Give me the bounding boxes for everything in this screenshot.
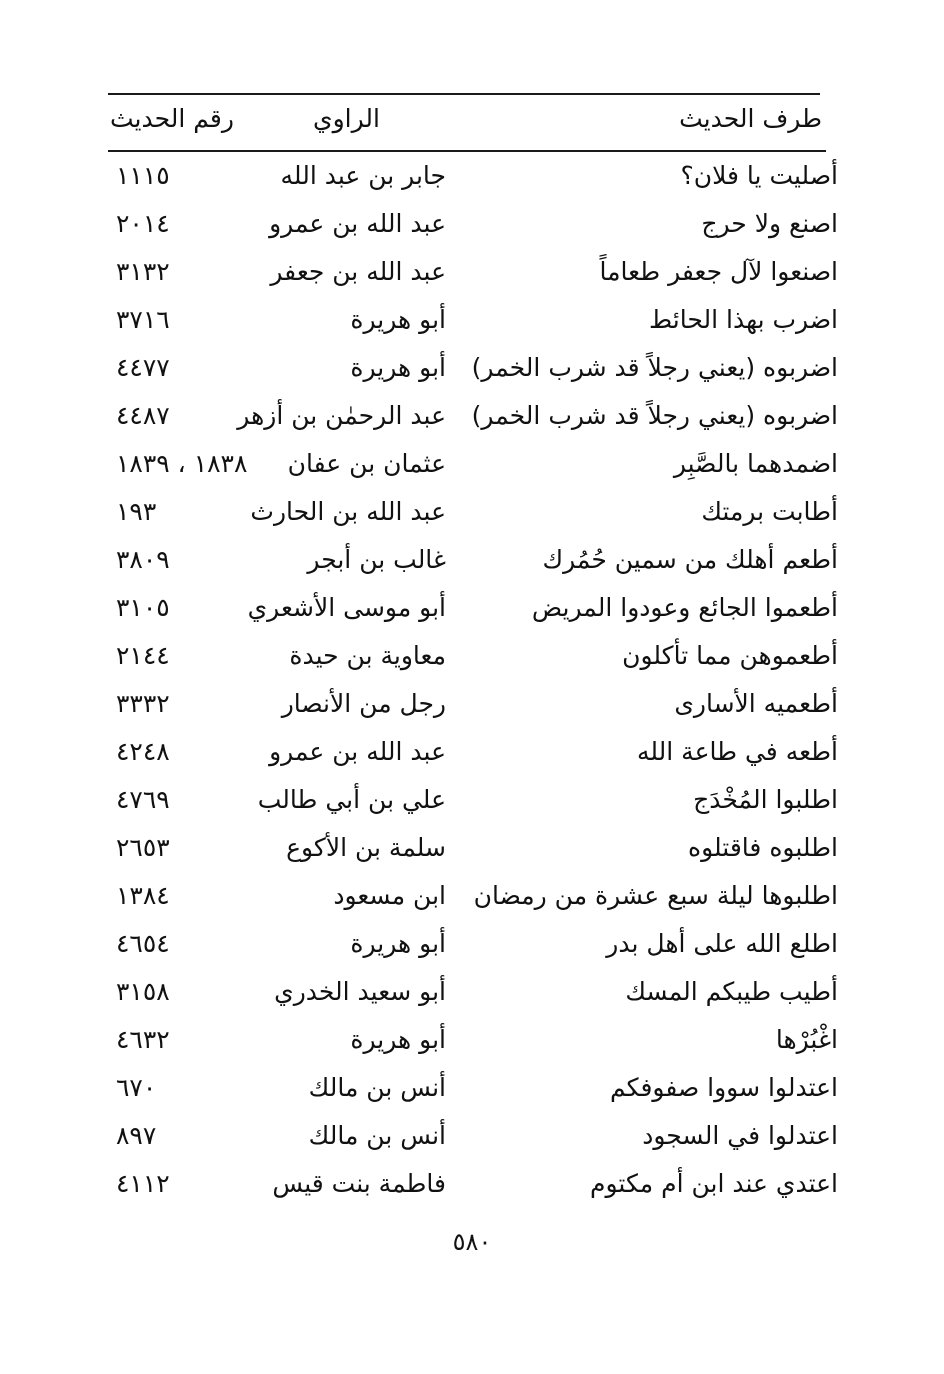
hadith-number: ٣١٠٥ xyxy=(116,593,170,622)
hadith-number: ٣١٣٢ xyxy=(116,257,170,286)
narrator-name: غالب بن أبجر xyxy=(307,545,446,574)
hadith-number: ٦٧٠ xyxy=(116,1073,157,1102)
header-hadith: طرف الحديث xyxy=(679,104,822,133)
narrator-name: أبو هريرة xyxy=(350,1025,446,1054)
table-row xyxy=(108,1163,838,1211)
hadith-number: ٤٧٦٩ xyxy=(116,785,170,814)
narrator-name: عبد الله بن عمرو xyxy=(269,209,446,238)
narrator-name: عبد الله بن عمرو xyxy=(269,737,446,766)
hadith-number: ٢٠١٤ xyxy=(116,209,170,238)
hadith-number: ٣٨٠٩ xyxy=(116,545,170,574)
hadith-text: اطلبوها ليلة سبع عشرة من رمضان xyxy=(473,881,838,910)
table-row xyxy=(108,443,838,491)
hadith-text: اغْبُرْها xyxy=(775,1025,838,1054)
hadith-number: ٨٩٧ xyxy=(116,1121,157,1150)
hadith-text: أطعموا الجائع وعودوا المريض xyxy=(531,593,838,622)
hadith-text: اضربوه (يعني رجلاً قد شرب الخمر) xyxy=(471,353,838,382)
narrator-name: عبد الله بن جعفر xyxy=(270,257,446,286)
hadith-text: أطيب طيبكم المسك xyxy=(625,977,838,1006)
hadith-text: اضمدهما بالصَّبِر xyxy=(673,449,838,478)
table-row xyxy=(108,875,838,923)
table-row xyxy=(108,251,838,299)
table-row xyxy=(108,539,838,587)
page-number: ٥٨٠ xyxy=(452,1228,492,1256)
narrator-name: عبد الله بن الحارث xyxy=(250,497,446,526)
hadith-text: أصليت يا فلان؟ xyxy=(680,161,838,190)
table-row xyxy=(108,923,838,971)
table-row xyxy=(108,1067,838,1115)
hadith-number: ٣٧١٦ xyxy=(116,305,170,334)
header-narrator: الراوي xyxy=(313,104,380,133)
hadith-text: اطلبوه فاقتلوه xyxy=(688,833,838,862)
table-row xyxy=(108,779,838,827)
table-row xyxy=(108,203,838,251)
table-row xyxy=(108,731,838,779)
hadith-number: ٤٢٤٨ xyxy=(116,737,170,766)
hadith-number: ٣١٥٨ xyxy=(116,977,170,1006)
narrator-name: علي بن أبي طالب xyxy=(257,785,446,814)
table-row xyxy=(108,635,838,683)
hadith-number: ١١١٥ xyxy=(116,161,170,190)
narrator-name: جابر بن عبد الله xyxy=(280,161,446,190)
table-row xyxy=(108,1115,838,1163)
hadith-text: أطعم أهلك من سمين حُمُرك xyxy=(542,545,838,574)
narrator-name: أنس بن مالك xyxy=(308,1121,446,1150)
hadith-number: ٤٤٧٧ xyxy=(116,353,170,382)
narrator-name: أبو سعيد الخدري xyxy=(274,977,446,1006)
hadith-text: اطلبوا المُخْدَج xyxy=(693,785,838,814)
hadith-text: اصنعوا لآل جعفر طعاماً xyxy=(599,257,838,286)
narrator-name: أبو هريرة xyxy=(350,353,446,382)
hadith-number: ٤٤٨٧ xyxy=(116,401,170,430)
table-row xyxy=(108,587,838,635)
hadith-number: ٤٦٥٤ xyxy=(116,929,170,958)
hadith-text: اعتدلوا سووا صفوفكم xyxy=(610,1073,838,1102)
hadith-number: ٣٣٣٢ xyxy=(116,689,170,718)
table-row xyxy=(108,683,838,731)
hadith-text: اضربوه (يعني رجلاً قد شرب الخمر) xyxy=(471,401,838,430)
narrator-name: رجل من الأنصار xyxy=(281,689,446,718)
hadith-number: ٤٦٣٢ xyxy=(116,1025,170,1054)
hadith-number: ٢٦٥٣ xyxy=(116,833,170,862)
table-row xyxy=(108,347,838,395)
narrator-name: عثمان بن عفان xyxy=(287,449,446,478)
hadith-text: اضرب بهذا الحائط xyxy=(649,305,838,334)
narrator-name: أنس بن مالك xyxy=(308,1073,446,1102)
hadith-text: أطعميه الأسارى xyxy=(674,689,838,718)
table-row xyxy=(108,155,838,203)
table-row xyxy=(108,491,838,539)
narrator-name: أبو هريرة xyxy=(350,305,446,334)
narrator-name: ابن مسعود xyxy=(333,881,446,910)
hadith-text: أطابت برمتك xyxy=(701,497,838,526)
table-row xyxy=(108,1019,838,1067)
hadith-number: ٤١١٢ xyxy=(116,1169,170,1198)
header-number: رقم الحديث xyxy=(110,104,234,133)
narrator-name: فاطمة بنت قيس xyxy=(272,1169,446,1198)
narrator-name: عبد الرحمٰن بن أزهر xyxy=(237,401,446,430)
table-row xyxy=(108,971,838,1019)
hadith-number: ١٣٨٤ xyxy=(116,881,170,910)
table-row xyxy=(108,827,838,875)
hadith-text: اصنع ولا حرج xyxy=(701,209,838,238)
hadith-index-table xyxy=(108,155,838,1211)
hadith-text: اطلع الله على أهل بدر xyxy=(606,929,838,958)
table-row xyxy=(108,395,838,443)
narrator-name: معاوية بن حيدة xyxy=(289,641,446,670)
header-rule xyxy=(108,150,826,152)
hadith-text: أطعموهن مما تأكلون xyxy=(622,641,838,670)
narrator-name: سلمة بن الأكوع xyxy=(286,833,446,862)
table-row xyxy=(108,299,838,347)
narrator-name: أبو موسى الأشعري xyxy=(247,593,446,622)
hadith-number: ٢١٤٤ xyxy=(116,641,170,670)
top-rule xyxy=(108,93,820,95)
hadith-number: ١٩٣ xyxy=(116,497,157,526)
hadith-number: ١٨٣٨ ، ١٨٣٩ xyxy=(116,449,248,478)
hadith-text: اعتدلوا في السجود xyxy=(642,1121,838,1150)
narrator-name: أبو هريرة xyxy=(350,929,446,958)
hadith-text: أطعه في طاعة الله xyxy=(636,737,838,766)
hadith-text: اعتدي عند ابن أم مكتوم xyxy=(590,1169,838,1198)
table-header xyxy=(108,100,826,144)
